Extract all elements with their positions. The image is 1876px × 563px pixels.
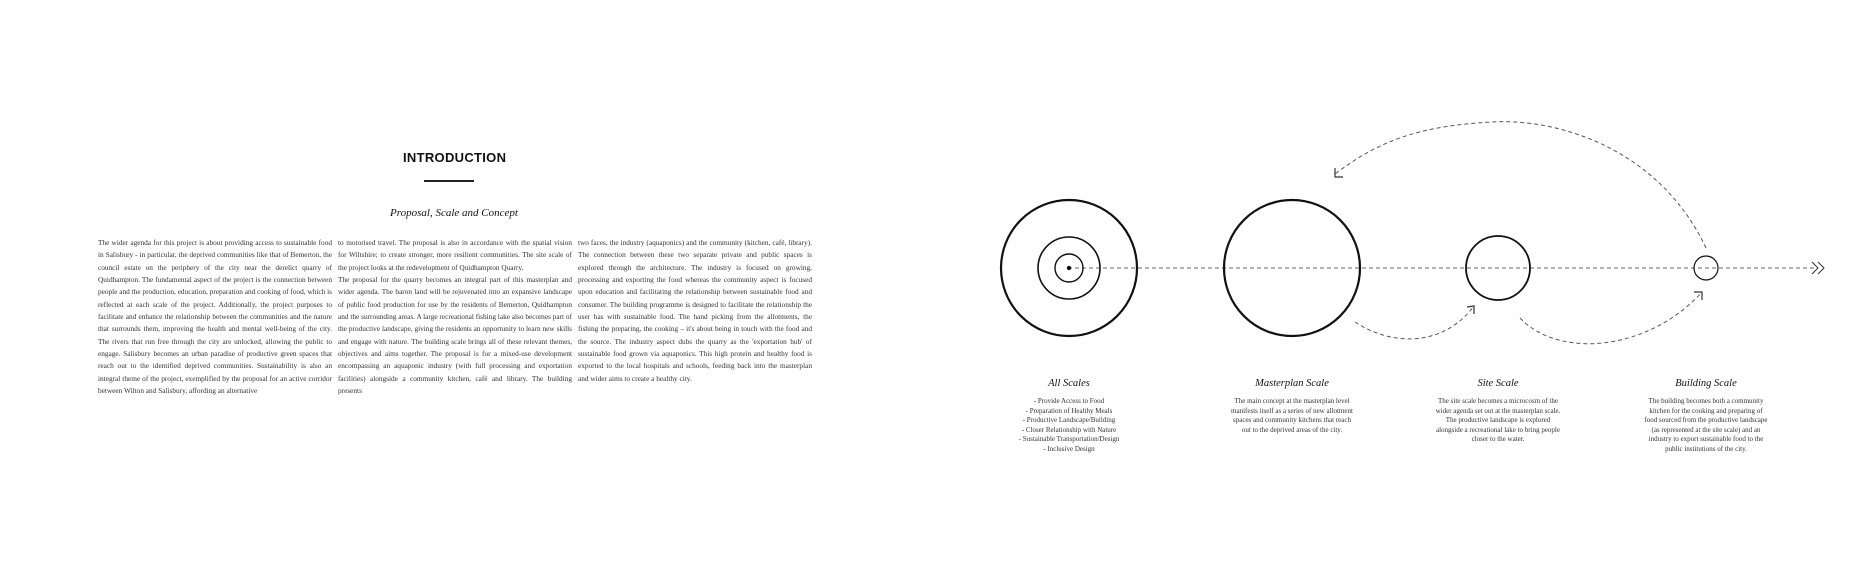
paragraph: The proposal for the quarry becomes an integral part of this masterplan and wider agenda. The baron land will be rejuvenated into an expansive landscape of public food production for use by the residents of Bemerton, Quidhampton and the surrounding areas. A large recreational fishing lake also becomes part of the productive landscape, giving the residents an opportunity to learn new skills and engage with nature. The building scale brings all of these relevant themes, objectives and aims together. The proposal is for a mixed-use development encompassing an aquaponic industry (with full processing and exportation facilities) alongside a community kitchen, café and library. The building presents <box>338 275 572 396</box>
introduction-subtitle: Proposal, Scale and Concept <box>390 207 518 219</box>
text-line: industry to export sustainable food to the <box>1648 435 1764 444</box>
masterplan-to-site-arrow <box>1355 306 1474 339</box>
site-scale-description <box>1418 397 1578 445</box>
text-line: The productive landscape is explored <box>1445 416 1551 425</box>
text-line: closer to the water. <box>1471 435 1525 444</box>
building-scale-title: Building Scale <box>1675 378 1737 389</box>
paragraph: The wider agenda for this project is about providing access to sustainable food in Salisbury - in particular, the deprived communities like that of Bemerton, the council estate on the periphery of the city near the derelict quarry of Quidhampton. The fundamental aspect of the project is the connection between people and the production, education, preparation and cooking of food, which is reflected at each scale of the project. Additionally, the project purposes to facilitate and enhance the relationship between the communities and the nature that surrounds them, improving the health and mental well-being of the city. The rivers that run free through the city are unlocked, allowing the public to engage. Salisbury becomes an urban paradise of productive green spaces that reach out to the identified deprived communities. Sustainability is also an integral theme of the project, exemplified by the proposal for an active corridor between Wilton and Salisbury, affording an alternative <box>98 238 332 396</box>
all-scales-center-dot <box>1067 266 1071 270</box>
list-item: - Preparation of Healthy Meals <box>1025 406 1113 415</box>
text-line: wider agenda set out at the masterplan scale. <box>1435 406 1561 415</box>
list-item: - Provide Access to Food <box>1033 397 1105 405</box>
building-to-all-scales-arrow <box>1335 122 1706 248</box>
paragraph: to motorised travel. The proposal is also in accordance with the spatial vision for Wiltshire; to create stronger, more resilient communities. The site scale of the project looks at the redevelopment of Quidhampton Quarry. <box>338 238 572 272</box>
text-line: (as represented at the site scale) and an <box>1651 425 1761 434</box>
site-scale-title: Site Scale <box>1477 378 1519 389</box>
text-line: The site scale becomes a microcosm of the <box>1438 397 1558 405</box>
text-line: alongside a recreational lake to bring people <box>1435 425 1560 434</box>
text-line: kitchen for the cooking and preparing of <box>1649 406 1763 415</box>
list-item: - Sustainable Transportation/Design <box>1018 435 1120 444</box>
text-line: out to the deprived areas of the city. <box>1241 425 1343 434</box>
text-line: manifests itself as a series of new allotment <box>1231 406 1353 415</box>
list-item: - Closer Relationship with Nature <box>1021 425 1117 434</box>
list-item: - Inclusive Design <box>1043 444 1095 453</box>
list-item: - Productive Landscape/Building <box>1022 416 1116 425</box>
paragraph: two faces, the industry (aquaponics) and the community (kitchen, café, library). The connection between these two separate private and public spaces is explored through the architecture. The industry is focused on growing, processing and exporting the food whereas the community aspect is focused upon education and facilitating the relationship between sustainable food and consumer. The building programme is designed to facilitate the relationship the user has with sustainable food. The hand picking from the allotments, the fishing the preparing, the cooking – it's about being in touch with the food and the source. The industry aspect dubs the quarry as the 'exportation hub' of sustainable food grown via aquaponics. This high protein and healthy food is exported to the local hospitals and schools, feeding back into the masterplan and wider aims to create a healthy city. <box>578 238 812 383</box>
text-line: The building becomes both a community <box>1648 397 1764 405</box>
all-scales-title: All Scales <box>1048 378 1090 389</box>
masterplan-scale-description <box>1212 397 1372 435</box>
text-line: The main concept at the masterplan level <box>1234 397 1350 405</box>
text-line: public institutions of the city. <box>1665 444 1747 453</box>
all-scales-description <box>989 397 1149 455</box>
masterplan-scale-title: Masterplan Scale <box>1255 378 1329 389</box>
building-scale-description <box>1626 397 1786 455</box>
text-line: food sourced from the productive landscape <box>1644 416 1768 425</box>
text-line: spaces and community kitchens that reach <box>1233 416 1351 425</box>
introduction-heading: INTRODUCTION <box>403 150 507 165</box>
site-to-building-arrow <box>1520 292 1702 344</box>
